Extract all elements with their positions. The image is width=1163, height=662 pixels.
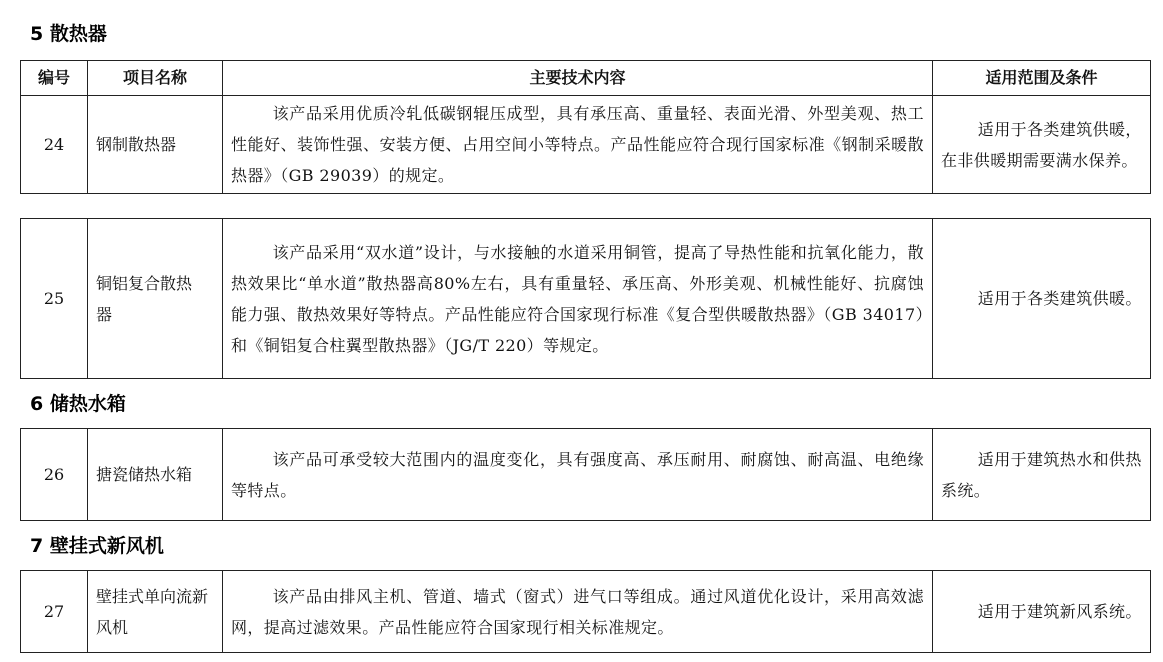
row-number: 24 <box>21 96 88 194</box>
fresh-air-table <box>20 570 1151 653</box>
table-row <box>21 571 1151 653</box>
row-scope: 适用于建筑热水和供热系统。 <box>941 449 1142 500</box>
row-scope: 适用于各类建筑供暖，在非供暖期需要满水保养。 <box>941 119 1142 170</box>
row-number: 25 <box>21 219 88 379</box>
radiator-table-2 <box>20 218 1151 379</box>
row-content-cell <box>223 219 933 379</box>
row-content-cell <box>223 96 933 194</box>
header-content: 主要技术内容 <box>223 61 933 96</box>
row-scope-cell <box>933 429 1151 521</box>
row-name: 搪瓷储热水箱 <box>88 429 223 521</box>
section-heading-5: 5 散热器 <box>30 23 107 45</box>
table-row <box>21 96 1151 194</box>
section-heading-7: 7 壁挂式新风机 <box>30 535 164 557</box>
radiator-table-1 <box>20 60 1151 194</box>
header-number: 编号 <box>21 61 88 96</box>
table-header-row <box>21 61 1151 96</box>
row-content: 该产品由排风主机、管道、墙式（窗式）进气口等组成。通过风道优化设计，采用高效滤网，提高过滤效果。产品性能应符合国家现行相关标准规定。 <box>231 586 924 637</box>
row-number: 27 <box>21 571 88 653</box>
row-content-cell <box>223 571 933 653</box>
table-row <box>21 429 1151 521</box>
row-content: 该产品可承受较大范围内的温度变化，具有强度高、承压耐用、耐腐蚀、耐高温、电绝缘等特点。 <box>231 449 924 500</box>
row-scope: 适用于建筑新风系统。 <box>977 602 1142 621</box>
row-scope-cell <box>933 96 1151 194</box>
table-row <box>21 219 1151 379</box>
section-heading-6: 6 储热水箱 <box>30 393 126 415</box>
water-tank-table <box>20 428 1151 521</box>
row-name: 壁挂式单向流新风机 <box>88 571 223 653</box>
header-scope: 适用范围及条件 <box>933 61 1151 96</box>
header-name: 项目名称 <box>88 61 223 96</box>
row-scope-cell <box>933 571 1151 653</box>
row-content: 该产品采用“双水道”设计，与水接触的水道采用铜管，提高了导热性能和抗氧化能力，散热效果比“单水道”散热器高80%左右，具有重量轻、承压高、外形美观、机械性能好、抗腐蚀能力强、散热效果好等特点。产品性能应符合国家现行标准《复合型供暖散热器》（GB 34017）和《铜铝复合柱翼型散热器》（JG/T 220）等规定。 <box>231 242 924 355</box>
row-number: 26 <box>21 429 88 521</box>
row-scope: 适用于各类建筑供暖。 <box>977 289 1142 308</box>
row-scope-cell <box>933 219 1151 379</box>
row-content-cell <box>223 429 933 521</box>
row-name: 钢制散热器 <box>88 96 223 194</box>
row-content: 该产品采用优质冷轧低碳钢辊压成型，具有承压高、重量轻、表面光滑、外型美观、热工性能好、装饰性强、安装方便、占用空间小等特点。产品性能应符合现行国家标准《钢制采暖散热器》（GB 29039）的规定。 <box>231 104 924 185</box>
row-name: 铜铝复合散热器 <box>88 219 223 379</box>
